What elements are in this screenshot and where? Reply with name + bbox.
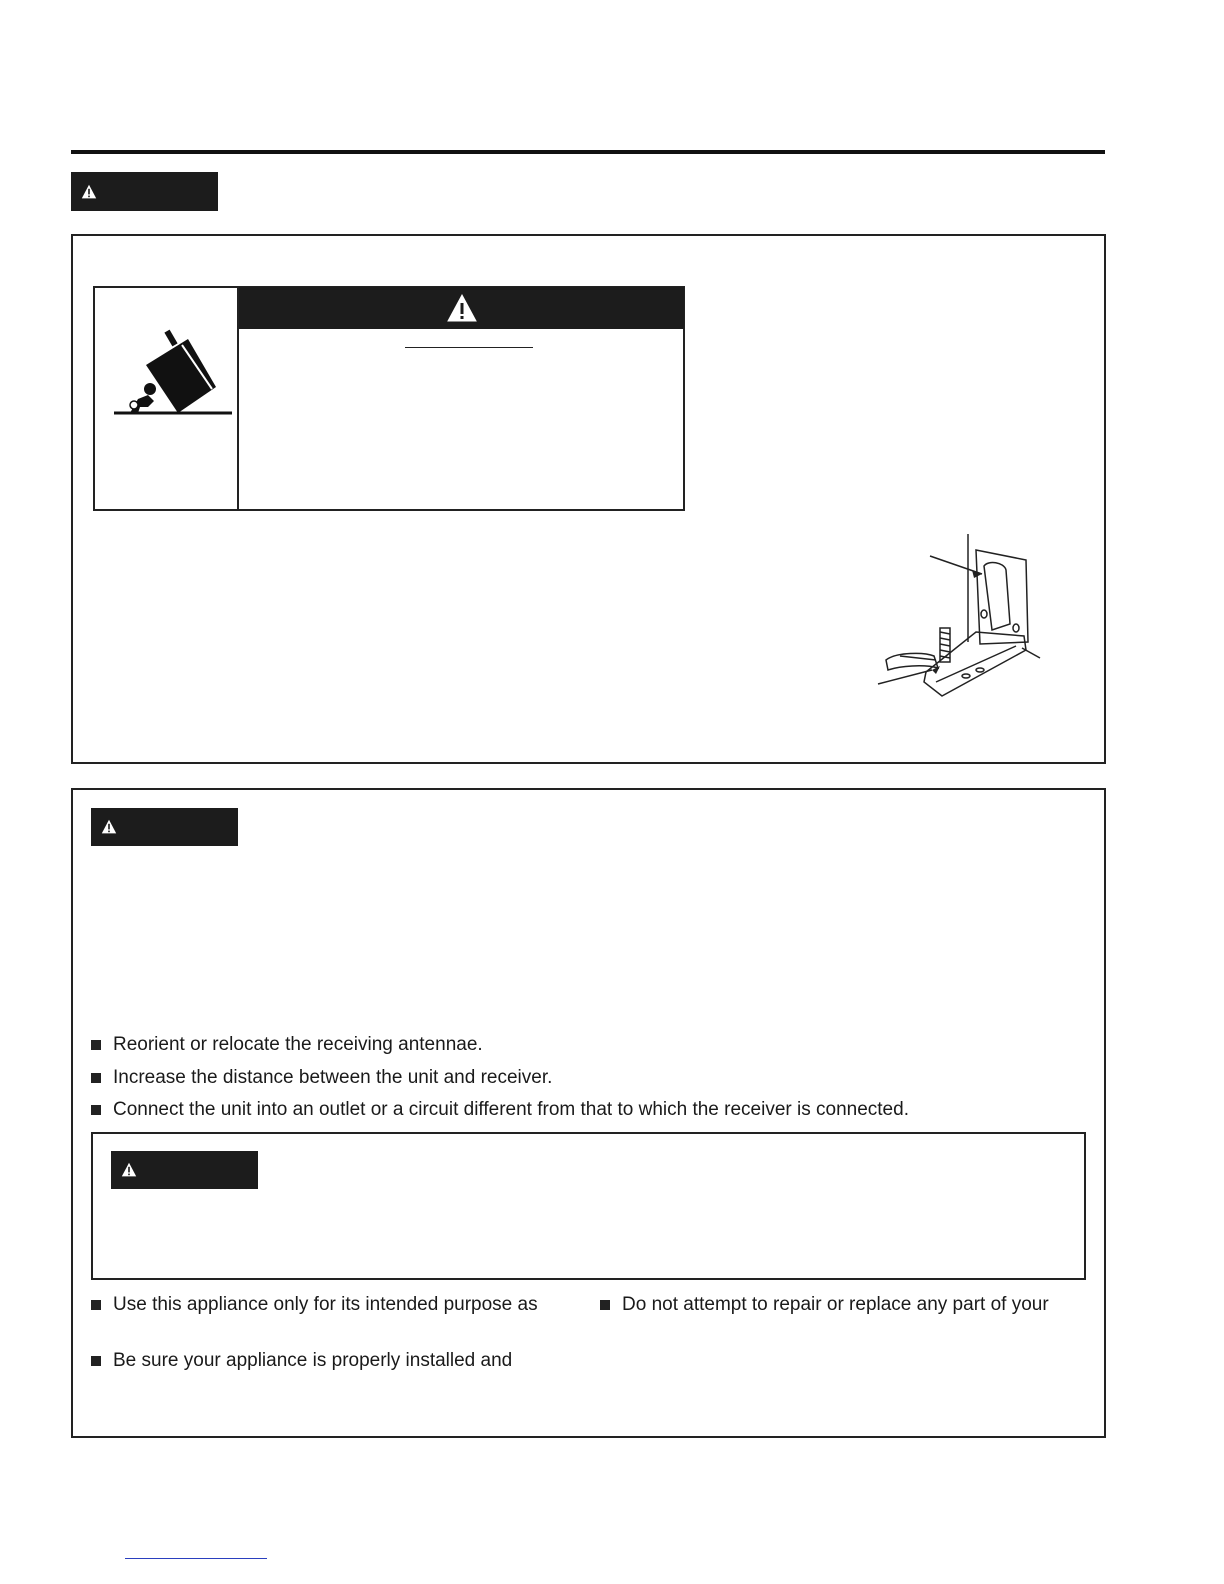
warning-triangle-icon <box>121 1162 137 1178</box>
bullet-square-icon <box>91 1105 101 1115</box>
warning-triangle-icon <box>81 184 97 200</box>
bullet-square-icon <box>91 1300 101 1310</box>
anti-tip-bracket-illustration <box>876 532 1048 702</box>
list-item-text: Use this appliance only for its intended purpose as <box>113 1294 538 1315</box>
bullet-square-icon <box>600 1300 610 1310</box>
list-item <box>91 1034 483 1056</box>
warning-label-mid <box>91 808 238 846</box>
warning-label-inner <box>111 1151 258 1189</box>
list-item-text: Be sure your appliance is properly installed and <box>113 1350 513 1371</box>
warning-label-top <box>71 172 218 211</box>
list-item-text: Connect the unit into an outlet or a circuit different from that to which the receiver is connected. <box>113 1099 909 1120</box>
warning-heading-underline <box>405 347 533 348</box>
list-item <box>600 1294 1049 1316</box>
list-item <box>91 1067 552 1089</box>
list-item <box>91 1350 512 1372</box>
list-item <box>91 1099 909 1121</box>
list-item-text: Increase the distance between the unit and receiver. <box>113 1067 553 1088</box>
warning-triangle-icon <box>101 819 117 835</box>
bullet-square-icon <box>91 1073 101 1083</box>
tip-over-pictogram <box>108 325 236 417</box>
warning-box-header <box>239 287 684 329</box>
footer-link-underline[interactable] <box>125 1558 267 1559</box>
bullet-square-icon <box>91 1040 101 1050</box>
list-item-text: Do not attempt to repair or replace any part of your <box>622 1294 1049 1315</box>
list-item <box>91 1294 538 1316</box>
header-rule <box>71 150 1105 154</box>
bullet-square-icon <box>91 1356 101 1366</box>
list-item-text: Reorient or relocate the receiving antennae. <box>113 1034 483 1055</box>
warning-triangle-icon <box>446 293 478 323</box>
